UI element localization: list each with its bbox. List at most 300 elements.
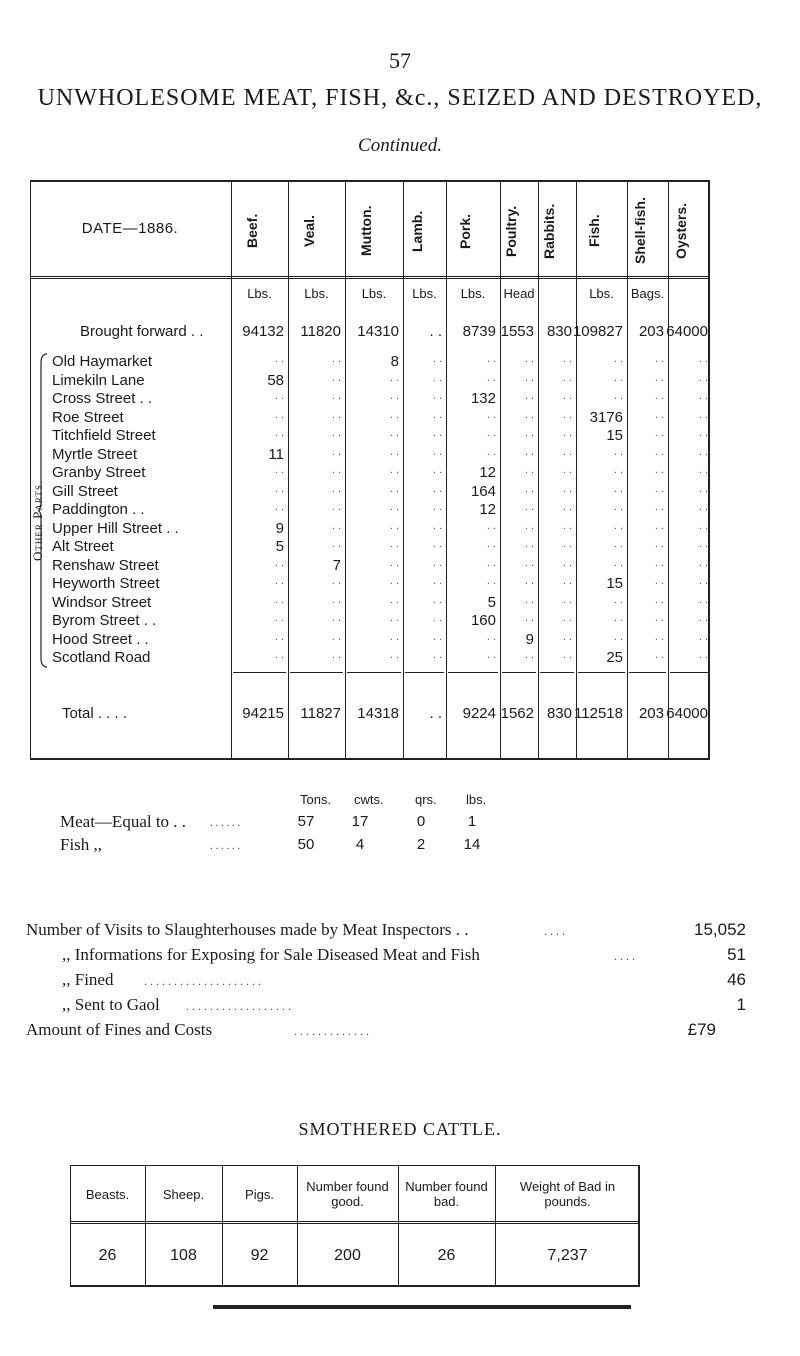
empty-cell: . . (274, 408, 284, 421)
subtotal-rule (347, 672, 401, 673)
empty-cell: . . (562, 445, 572, 458)
cattle-value: 26 (98, 1247, 117, 1264)
empty-cell: . . (524, 445, 534, 458)
subtotal-rule (670, 672, 708, 673)
leader-dots: . . . . . . . . . . . . . . . . . . (186, 999, 291, 1013)
table-cell: 160 (470, 612, 496, 629)
empty-cell: . . (486, 538, 496, 550)
table-right-border (708, 180, 710, 760)
table-cell: 9 (275, 519, 284, 537)
column-header: Mutton. (358, 205, 374, 257)
empty-cell: . . (432, 371, 442, 384)
empty-cell: . . (389, 575, 399, 587)
street-row-label: Gill Street (52, 482, 118, 500)
empty-cell: . . (524, 612, 534, 624)
empty-cell: . . (562, 519, 572, 532)
empty-cell: . . (562, 593, 572, 606)
empty-cell: . . (654, 427, 664, 439)
equivalent-value: 2 (416, 836, 426, 853)
empty-cell: . . (562, 556, 572, 569)
empty-cell: . . (698, 464, 708, 476)
empty-cell: . . (524, 538, 534, 550)
empty-cell: . . (562, 649, 572, 661)
table-cell: 14318 (357, 705, 399, 722)
empty-cell: . . (389, 593, 399, 606)
table-cell: 164 (470, 482, 496, 500)
stat-label: Number of Visits to Slaughterhouses made by Meat Inspectors . . (26, 920, 469, 939)
street-row-label: Paddington . . (52, 501, 145, 518)
empty-cell: . . (613, 390, 623, 402)
street-row-label: Myrtle Street (52, 445, 138, 463)
empty-cell: . . (486, 630, 496, 643)
equivalent-value: 57 (297, 813, 315, 830)
stat-value: 51 (727, 945, 746, 964)
stat-row (26, 1020, 746, 1044)
empty-cell: . . (432, 556, 442, 569)
empty-cell: . . (389, 390, 399, 402)
empty-cell: . . (432, 612, 442, 624)
empty-cell: . . (524, 427, 534, 439)
empty-cell: . . (432, 519, 442, 532)
stat-value: 46 (727, 970, 746, 989)
empty-cell: . . (654, 390, 664, 402)
unit-label: Lbs. (361, 286, 387, 301)
empty-cell: . . (524, 501, 534, 513)
cattle-column-header: Beasts. (85, 1186, 130, 1202)
equivalent-unit-header: lbs. (466, 792, 487, 807)
subtotal-rule (233, 672, 286, 673)
unit-label: Lbs. (460, 286, 486, 301)
table-cell: 112518 (574, 705, 623, 722)
cattle-value: 92 (250, 1247, 269, 1264)
empty-cell: . . (331, 390, 341, 402)
empty-cell: . . (486, 556, 496, 569)
table-cell: 7 (332, 556, 341, 574)
column-header: Beef. (243, 213, 260, 249)
table-cell: 1553 (500, 323, 534, 340)
unit-label: Bags. (630, 286, 665, 301)
unit-label: Lbs. (589, 286, 614, 301)
empty-cell: . . (486, 649, 496, 661)
column-header: Veal. (300, 215, 317, 247)
empty-cell: . . (274, 575, 284, 587)
page-title: UNWHOLESOME MEAT, FISH, &c., SEIZED AND DESTROYED, (37, 85, 763, 111)
street-row-label: Granby Street (52, 464, 146, 481)
subtotal-rule (629, 672, 666, 673)
empty-cell: . . (432, 538, 442, 550)
street-row-label: Scotland Road (52, 649, 151, 666)
empty-cell: . . (432, 593, 442, 606)
empty-cell: . . (613, 593, 623, 606)
empty-cell: . . (274, 464, 284, 476)
empty-cell: . . (698, 556, 708, 569)
unit-label: Lbs. (304, 286, 329, 301)
empty-cell: . . (331, 612, 341, 624)
page-subtitle: Continued. (358, 135, 442, 156)
cattle-column-header: Pigs. (245, 1186, 274, 1202)
empty-cell: . . (698, 501, 708, 513)
equivalent-value: 0 (416, 813, 426, 830)
column-divider (446, 180, 447, 760)
subtotal-rule (502, 672, 536, 673)
table-cell: . . (429, 323, 442, 340)
empty-cell: . . (524, 593, 534, 606)
street-row-label: Limekiln Lane (52, 371, 145, 389)
table-cell: 64000 (666, 705, 708, 722)
table-cell: 11 (268, 445, 284, 463)
table-cell: 12 (479, 464, 496, 481)
cattle-value: 7,237 (547, 1247, 588, 1264)
street-row-label: Renshaw Street (52, 556, 159, 574)
empty-cell: . . (698, 390, 708, 402)
column-divider (345, 180, 346, 760)
leader-dots: . . . . . . (210, 840, 241, 852)
empty-cell: . . (698, 427, 708, 439)
cattle-value: 108 (170, 1247, 197, 1264)
column-divider (627, 180, 628, 760)
column-divider (288, 180, 289, 760)
empty-cell: . . (486, 408, 496, 421)
cattle-header-divider (70, 1221, 640, 1224)
seizure-table (30, 180, 710, 760)
empty-cell: . . (432, 390, 442, 402)
subtotal-rule (405, 672, 444, 673)
empty-cell: . . (331, 408, 341, 421)
empty-cell: . . (331, 593, 341, 606)
empty-cell: . . (331, 464, 341, 476)
empty-cell: . . (698, 612, 708, 624)
column-header: Poultry. (503, 205, 519, 257)
empty-cell: . . (524, 353, 534, 365)
column-divider (500, 180, 501, 760)
empty-cell: . . (654, 575, 664, 587)
table-cell: 11827 (300, 705, 341, 722)
cattle-column-header: Number found bad. (405, 1179, 488, 1209)
empty-cell: . . (613, 445, 623, 458)
empty-cell: . . (613, 630, 623, 643)
street-row-label: Titchfield Street (52, 427, 156, 444)
subtotal-rule (540, 672, 574, 673)
column-header: Pork. (457, 213, 473, 249)
table-cell: 3176 (589, 408, 623, 426)
empty-cell: . . (274, 390, 284, 402)
empty-cell: . . (698, 593, 708, 606)
empty-cell: . . (698, 575, 708, 587)
empty-cell: . . (331, 482, 341, 495)
street-row-label: Hood Street . . (52, 630, 149, 648)
empty-cell: . . (562, 612, 572, 624)
stat-value: 1 (736, 995, 746, 1014)
empty-cell: . . (331, 630, 341, 643)
empty-cell: . . (698, 519, 708, 532)
table-cell: 94215 (242, 705, 284, 722)
street-row-label: Old Haymarket (52, 353, 153, 370)
empty-cell: . . (524, 519, 534, 532)
table-cell: 58 (267, 371, 284, 389)
empty-cell: . . (654, 371, 664, 384)
column-divider (538, 180, 539, 760)
table-cell: 9224 (462, 705, 496, 722)
empty-cell: . . (654, 612, 664, 624)
empty-cell: . . (654, 538, 664, 550)
street-row-label: Byrom Street . . (52, 612, 157, 629)
leader-dots: . . . . . . . . . . . . . . . . . . . . (144, 974, 261, 988)
empty-cell: . . (389, 630, 399, 643)
empty-cell: . . (613, 501, 623, 513)
date-column-header: DATE—1886. (81, 220, 179, 237)
other-parts-side-label: Other Parts. (30, 479, 45, 561)
equivalent-unit-header: Tons. (300, 792, 332, 807)
empty-cell: . . (698, 353, 708, 365)
equivalent-value: 17 (351, 813, 369, 830)
empty-cell: . . (562, 371, 572, 384)
equivalent-value: 50 (297, 836, 315, 853)
empty-cell: . . (654, 408, 664, 421)
stat-label: ,, Fined (62, 970, 114, 989)
table-cell: 14310 (357, 323, 399, 340)
empty-cell: . . (613, 519, 623, 532)
brace-icon (38, 353, 48, 668)
column-header: Fish. (585, 214, 602, 248)
equivalent-row-label: Meat—Equal to . . (60, 812, 187, 831)
empty-cell: . . (698, 371, 708, 384)
street-row-label: Upper Hill Street . . (52, 519, 179, 537)
table-cell: 109827 (572, 323, 623, 340)
empty-cell: . . (524, 482, 534, 495)
empty-cell: . . (274, 556, 284, 569)
table-bottom-border (30, 758, 710, 760)
empty-cell: . . (654, 464, 664, 476)
empty-cell: . . (389, 445, 399, 458)
empty-cell: . . (432, 649, 442, 661)
street-row-label: Heyworth Street (52, 575, 160, 592)
empty-cell: . . (432, 575, 442, 587)
empty-cell: . . (654, 445, 664, 458)
empty-cell: . . (654, 353, 664, 365)
table-cell: 830 (546, 323, 572, 340)
empty-cell: . . (698, 408, 708, 421)
empty-cell: . . (331, 427, 341, 439)
empty-cell: . . (389, 519, 399, 532)
empty-cell: . . (698, 538, 708, 550)
cattle-column-header: Weight of Bad in pounds. (519, 1179, 616, 1209)
empty-cell: . . (432, 427, 442, 439)
equivalent-value: 14 (463, 836, 481, 853)
table-cell: 15 (606, 427, 623, 444)
empty-cell: . . (562, 538, 572, 550)
empty-cell: . . (389, 464, 399, 476)
table-cell: 830 (546, 705, 572, 722)
unit-label: Head (503, 286, 535, 301)
header-divider (30, 276, 710, 279)
cattle-column-header: Sheep. (162, 1186, 205, 1202)
equivalent-unit-header: cwts. (354, 792, 384, 807)
empty-cell: . . (389, 501, 399, 513)
empty-cell: . . (524, 556, 534, 569)
empty-cell: . . (331, 371, 341, 384)
empty-cell: . . (274, 482, 284, 495)
empty-cell: . . (698, 482, 708, 495)
cattle-value: 200 (334, 1247, 361, 1264)
empty-cell: . . (562, 482, 572, 495)
leader-dots: . . . . (614, 949, 635, 963)
empty-cell: . . (274, 630, 284, 643)
subtotal-rule (448, 672, 498, 673)
empty-cell: . . (274, 353, 284, 365)
empty-cell: . . (331, 353, 341, 365)
stat-label: Amount of Fines and Costs (26, 1020, 213, 1039)
empty-cell: . . (486, 427, 496, 439)
stat-value: 15,052 (694, 920, 746, 939)
empty-cell: . . (613, 371, 623, 384)
total-row-label: Total . . . . (62, 705, 128, 722)
leader-dots: . . . . . . (210, 817, 241, 829)
table-cell: 203 (638, 705, 664, 722)
empty-cell: . . (432, 482, 442, 495)
subtotal-rule (578, 672, 625, 673)
street-row-label: Cross Street . . (52, 390, 153, 407)
empty-cell: . . (486, 575, 496, 587)
unit-label: Lbs. (412, 286, 437, 301)
empty-cell: . . (331, 501, 341, 513)
empty-cell: . . (654, 630, 664, 643)
table-cell: 8739 (462, 323, 496, 340)
empty-cell: . . (486, 371, 496, 384)
street-row-label: Windsor Street (52, 593, 152, 611)
empty-cell: . . (613, 464, 623, 476)
empty-cell: . . (389, 649, 399, 661)
empty-cell: . . (613, 556, 623, 569)
column-divider (231, 180, 232, 760)
table-cell: 5 (487, 593, 496, 611)
equivalent-value: 1 (467, 813, 477, 830)
empty-cell: . . (331, 519, 341, 532)
empty-cell: . . (524, 464, 534, 476)
stat-row (26, 970, 746, 994)
empty-cell: . . (274, 427, 284, 439)
street-row-label: Alt Street (52, 538, 114, 555)
empty-cell: . . (698, 445, 708, 458)
brought-forward-label: Brought forward . . (80, 323, 204, 340)
table-cell: 1562 (500, 705, 534, 722)
empty-cell: . . (524, 649, 534, 661)
empty-cell: . . (331, 649, 341, 661)
street-row-label: Roe Street (52, 408, 124, 426)
empty-cell: . . (432, 464, 442, 476)
empty-cell: . . (432, 408, 442, 421)
empty-cell: . . (331, 538, 341, 550)
table-cell: 5 (275, 538, 284, 555)
empty-cell: . . (389, 408, 399, 421)
leader-dots: . . . . . . . . . . . . . (294, 1024, 369, 1038)
empty-cell: . . (274, 501, 284, 513)
empty-cell: . . (486, 445, 496, 458)
empty-cell: . . (389, 482, 399, 495)
smothered-cattle-title: SMOTHERED CATTLE. (298, 1119, 502, 1139)
empty-cell: . . (654, 519, 664, 532)
empty-cell: . . (562, 464, 572, 476)
table-cell: 12 (479, 501, 496, 518)
empty-cell: . . (274, 612, 284, 624)
empty-cell: . . (613, 612, 623, 624)
empty-cell: . . (698, 630, 708, 643)
empty-cell: . . (524, 575, 534, 587)
stat-label: ,, Informations for Exposing for Sale Diseased Meat and Fish (62, 945, 480, 964)
empty-cell: . . (562, 501, 572, 513)
empty-cell: . . (432, 445, 442, 458)
empty-cell: . . (389, 612, 399, 624)
column-header: Rabbits. (541, 203, 557, 259)
empty-cell: . . (432, 353, 442, 365)
table-cell: . . (429, 705, 442, 722)
empty-cell: . . (562, 575, 572, 587)
empty-cell: . . (562, 408, 572, 421)
cattle-column-header: Number found good. (306, 1179, 389, 1209)
page-number: 57 (389, 48, 411, 73)
empty-cell: . . (654, 649, 664, 661)
equivalent-unit-header: qrs. (415, 792, 437, 807)
empty-cell: . . (274, 593, 284, 606)
column-divider (403, 180, 404, 760)
empty-cell: . . (654, 593, 664, 606)
footer-rule (213, 1305, 631, 1309)
stat-row (26, 995, 746, 1019)
column-divider (668, 180, 669, 760)
stat-row (26, 920, 746, 944)
stat-label: ,, Sent to Gaol (62, 995, 160, 1014)
empty-cell: . . (486, 353, 496, 365)
table-cell: 11820 (300, 323, 341, 340)
empty-cell: . . (389, 427, 399, 439)
empty-cell: . . (562, 427, 572, 439)
empty-cell: . . (654, 501, 664, 513)
table-cell: 94132 (242, 323, 284, 340)
empty-cell: . . (562, 390, 572, 402)
empty-cell: . . (613, 538, 623, 550)
empty-cell: . . (389, 538, 399, 550)
empty-cell: . . (524, 371, 534, 384)
empty-cell: . . (613, 353, 623, 365)
empty-cell: . . (432, 630, 442, 643)
column-header: Lamb. (408, 210, 425, 252)
empty-cell: . . (613, 482, 623, 495)
unit-label: Lbs. (247, 286, 272, 301)
table-cell: 15 (606, 575, 623, 592)
table-cell: 64000 (666, 323, 708, 340)
empty-cell: . . (524, 390, 534, 402)
empty-cell: . . (389, 556, 399, 569)
empty-cell: . . (562, 353, 572, 365)
table-top-border (30, 180, 710, 182)
empty-cell: . . (524, 408, 534, 421)
empty-cell: . . (432, 501, 442, 513)
empty-cell: . . (698, 649, 708, 661)
empty-cell: . . (562, 630, 572, 643)
table-cell: 25 (606, 649, 623, 666)
column-header: Oysters. (673, 202, 689, 260)
table-cell: 9 (525, 630, 534, 648)
column-header: Shell-fish. (631, 197, 648, 265)
table-cell: 203 (638, 323, 664, 340)
cattle-value: 26 (437, 1247, 456, 1264)
empty-cell: . . (654, 482, 664, 495)
empty-cell: . . (331, 445, 341, 458)
empty-cell: . . (654, 556, 664, 569)
leader-dots: . . . . (544, 924, 565, 938)
empty-cell: . . (389, 371, 399, 384)
table-cell: 8 (390, 353, 399, 370)
stat-row (26, 945, 746, 969)
